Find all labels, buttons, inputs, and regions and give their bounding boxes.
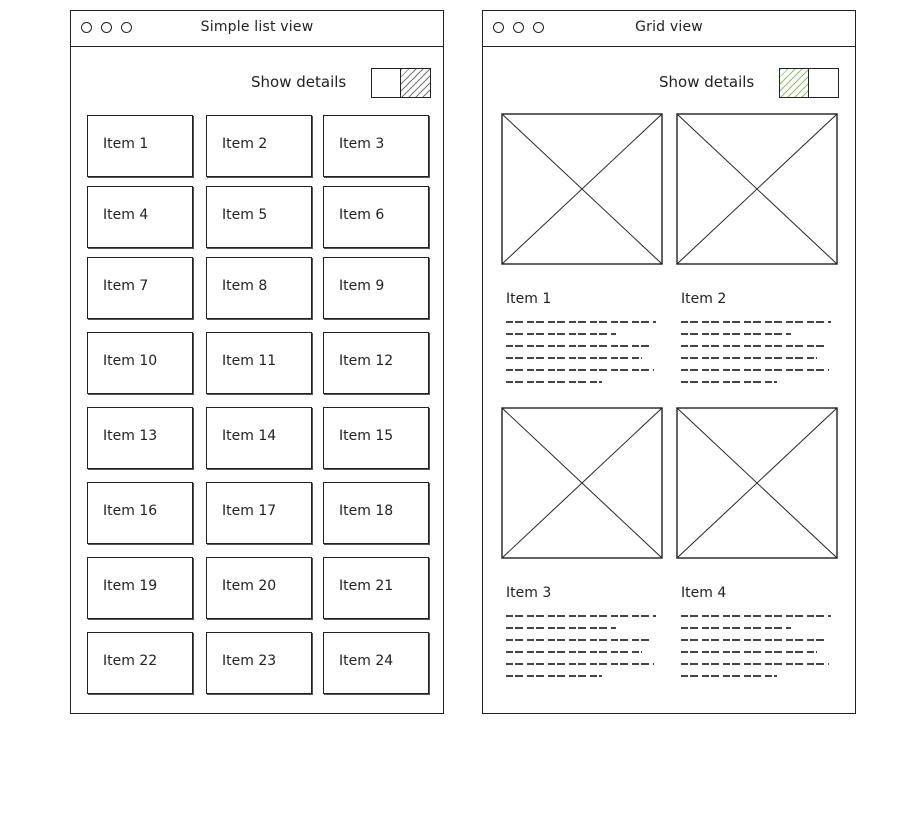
list-item-label: Item 12 [339, 353, 394, 369]
list-item-box[interactable] [323, 482, 429, 544]
list-item-label: Item 13 [103, 428, 158, 444]
card-title: Item 2 [681, 291, 727, 307]
list-item-box[interactable] [87, 115, 193, 177]
toggle-on-side [809, 69, 838, 97]
list-item-box[interactable] [323, 632, 429, 694]
list-item-box[interactable] [206, 186, 312, 248]
card-placeholder-text [506, 321, 658, 393]
image-placeholder-icon [501, 407, 663, 559]
list-item-label: Item 7 [103, 278, 149, 294]
list-item-box[interactable] [323, 407, 429, 469]
list-item-label: Item 9 [339, 278, 385, 294]
list-item-label: Item 2 [222, 136, 268, 152]
list-item-label: Item 3 [339, 136, 385, 152]
list-item-label: Item 17 [222, 503, 277, 519]
list-item-label: Item 19 [103, 578, 158, 594]
list-item-box[interactable] [206, 115, 312, 177]
list-item-label: Item 1 [103, 136, 149, 152]
toggle-knob [401, 69, 430, 97]
list-item-box[interactable] [87, 257, 193, 319]
toggle-off-side [372, 69, 401, 97]
list-item-label: Item 18 [339, 503, 394, 519]
list-item-box[interactable] [206, 482, 312, 544]
list-item-box[interactable] [87, 186, 193, 248]
list-item-box[interactable] [206, 632, 312, 694]
list-item-label: Item 5 [222, 207, 268, 223]
list-item-label: Item 11 [222, 353, 277, 369]
list-item-box[interactable] [206, 332, 312, 394]
list-item-box[interactable] [323, 557, 429, 619]
window-title: Simple list view [200, 19, 314, 35]
list-item-label: Item 23 [222, 653, 277, 669]
list-item-box[interactable] [87, 557, 193, 619]
list-item-box[interactable] [323, 332, 429, 394]
list-item-label: Item 8 [222, 278, 268, 294]
card-title: Item 1 [506, 291, 552, 307]
card-placeholder-text [681, 615, 833, 687]
list-item-label: Item 22 [103, 653, 158, 669]
image-placeholder-icon [676, 113, 838, 265]
list-item-label: Item 24 [339, 653, 394, 669]
list-item-label: Item 4 [103, 207, 149, 223]
list-item-box[interactable] [87, 332, 193, 394]
show-details-label: Show details [251, 73, 347, 91]
show-details-toggle[interactable] [371, 68, 431, 98]
list-item-box[interactable] [206, 257, 312, 319]
image-placeholder-icon [676, 407, 838, 559]
list-item-label: Item 15 [339, 428, 394, 444]
list-item-label: Item 21 [339, 578, 394, 594]
list-item-label: Item 16 [103, 503, 158, 519]
card-title: Item 4 [681, 585, 727, 601]
list-item-label: Item 20 [222, 578, 277, 594]
list-item-box[interactable] [206, 557, 312, 619]
list-item-label: Item 14 [222, 428, 277, 444]
list-item-box[interactable] [206, 407, 312, 469]
show-details-toggle[interactable] [779, 68, 839, 98]
list-item-box[interactable] [87, 482, 193, 544]
list-item-box[interactable] [323, 186, 429, 248]
card-placeholder-text [506, 615, 658, 687]
toggle-knob [780, 69, 809, 97]
simple-list-window [70, 10, 444, 714]
window-titlebar [71, 11, 443, 47]
show-details-label: Show details [659, 73, 755, 91]
grid-view-window [482, 10, 856, 714]
window-title: Grid view [635, 19, 703, 35]
window-titlebar [483, 11, 855, 47]
list-item-label: Item 6 [339, 207, 385, 223]
card-title: Item 3 [506, 585, 552, 601]
list-item-box[interactable] [87, 407, 193, 469]
image-placeholder-icon [501, 113, 663, 265]
list-item-box[interactable] [323, 115, 429, 177]
card-placeholder-text [681, 321, 833, 393]
list-item-box[interactable] [87, 632, 193, 694]
list-item-label: Item 10 [103, 353, 158, 369]
list-item-box[interactable] [323, 257, 429, 319]
